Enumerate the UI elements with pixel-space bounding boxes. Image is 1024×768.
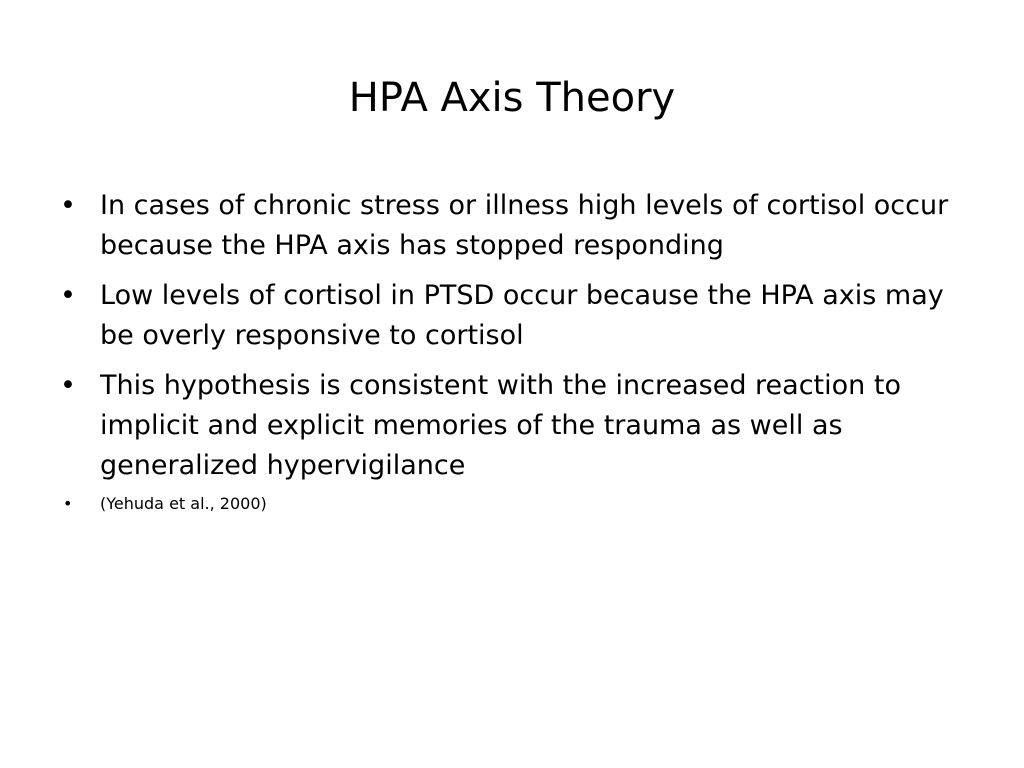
bullet-text: This hypothesis is consistent with the increased reaction to implicit and explicit memories of the trauma as well as generalized hypervigilance [100, 370, 901, 481]
bullet-item [60, 276, 980, 356]
slide-title: HPA Axis Theory [348, 75, 676, 121]
bullet-text: In cases of chronic stress or illness high levels of cortisol occur because the HPA axis has stopped responding [100, 190, 949, 261]
bullet-item [60, 366, 980, 486]
bullet-dot-icon: • [60, 280, 76, 311]
bullet-text: Low levels of cortisol in PTSD occur because the HPA axis may be overly responsive to cortisol [100, 280, 944, 351]
bullet-dot-icon: • [60, 370, 76, 401]
citation-text: (Yehuda et al., 2000) [100, 494, 267, 513]
bullet-dot-icon: • [63, 494, 73, 513]
citation-item [60, 492, 980, 516]
bullet-dot-icon: • [60, 190, 76, 221]
bullet-list [60, 186, 980, 526]
bullet-item [60, 186, 980, 266]
